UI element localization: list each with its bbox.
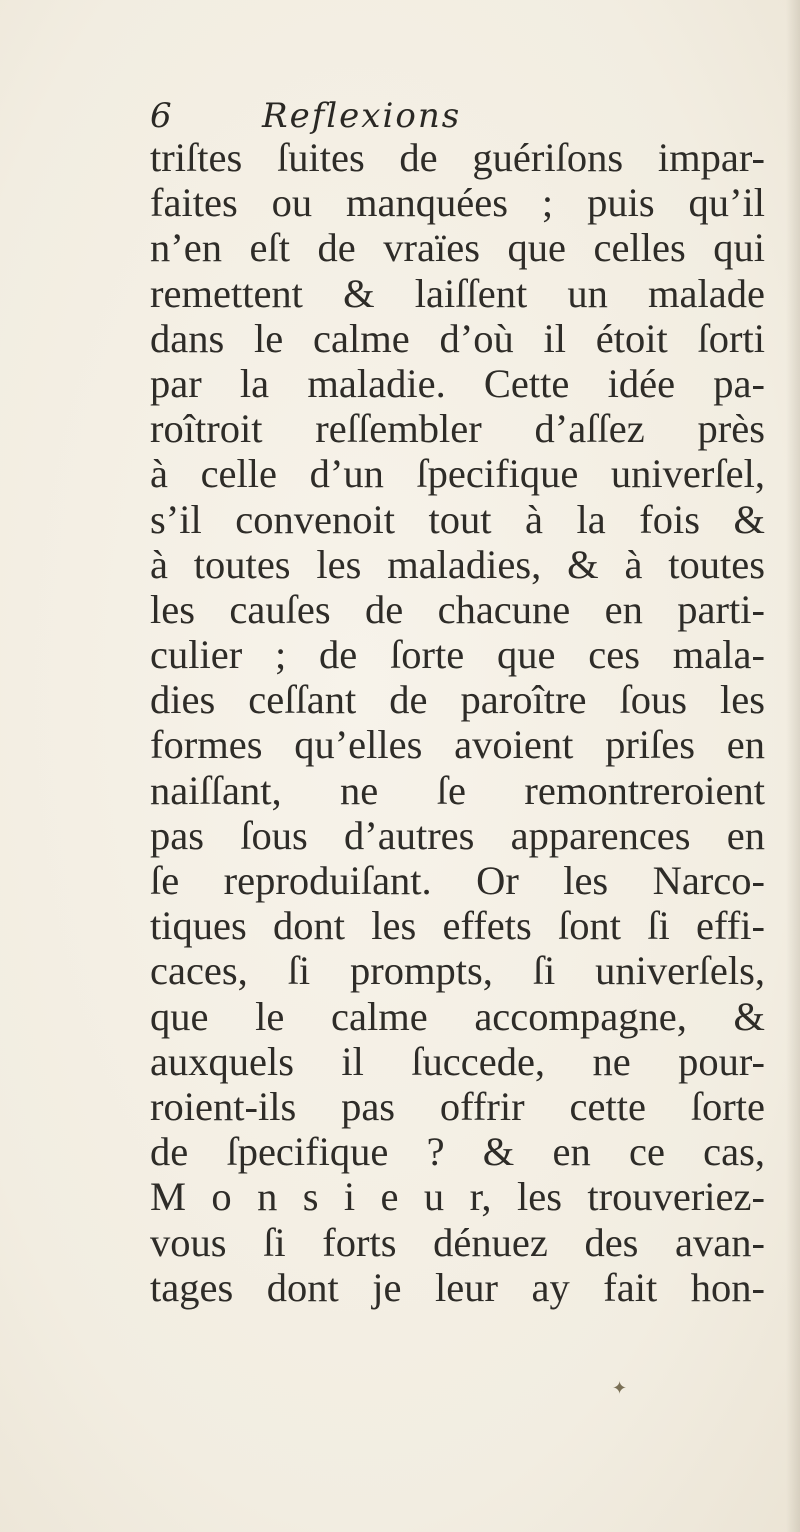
text-line: naiſſant, ne ſe remontreroient xyxy=(150,767,765,813)
text-line: ſe reproduiſant. Or les Narco- xyxy=(150,858,765,903)
text-line: M o n s i e u r, les trouveriez- xyxy=(150,1174,765,1220)
text-line: pas ſous d’autres apparences en xyxy=(150,812,765,858)
text-line: tages dont je leur ay fait hon- xyxy=(150,1264,765,1310)
text-line: caces, ſi prompts, ſi univerſels, xyxy=(150,948,765,994)
text-line: à celle d’un ſpecifique univerſel, xyxy=(150,451,765,497)
text-line: faites ou manquées ; puis qu’il xyxy=(150,180,765,226)
text-line: auxquels il ſuccede, ne pour- xyxy=(150,1038,765,1084)
text-line: roîtroit reſſembler d’aſſez près xyxy=(150,406,765,452)
text-line: s’il convenoit tout à la fois & xyxy=(150,496,765,542)
catchword-ornament: ✦ xyxy=(612,1378,628,1399)
text-line: vous ſi forts dénuez des avan- xyxy=(150,1219,765,1265)
text-line: remettent & laiſſent un malade xyxy=(150,270,765,316)
text-line: par la maladie. Cette idée pa- xyxy=(150,360,765,406)
text-line: que le calme accompagne, & xyxy=(150,993,765,1039)
page-edge-shadow xyxy=(786,0,800,1532)
text-line: les cauſes de chacune en parti- xyxy=(150,586,765,632)
text-line: culier ; de ſorte que ces mala- xyxy=(150,632,765,678)
running-head: Reflexions xyxy=(262,96,462,136)
text-line: dies ceſſant de paroître ſous les xyxy=(150,677,765,723)
text-line: roient-ils pas offrir cette ſorte xyxy=(150,1083,765,1129)
page-number: 6 xyxy=(150,96,172,136)
text-line: tiques dont les effets ſont ſi effi- xyxy=(150,903,765,949)
text-line: dans le calme d’où il étoit ſorti xyxy=(150,315,765,361)
text-line: triſtes ſuites de guériſons impar- xyxy=(150,135,765,180)
body-text xyxy=(150,135,765,1310)
text-line: à toutes les maladies, & à toutes xyxy=(150,541,765,587)
text-line: de ſpecifique ? & en ce cas, xyxy=(150,1129,765,1175)
text-line: formes qu’elles avoient priſes en xyxy=(150,722,765,768)
text-line: n’en eſt de vraïes que celles qui xyxy=(150,225,765,271)
